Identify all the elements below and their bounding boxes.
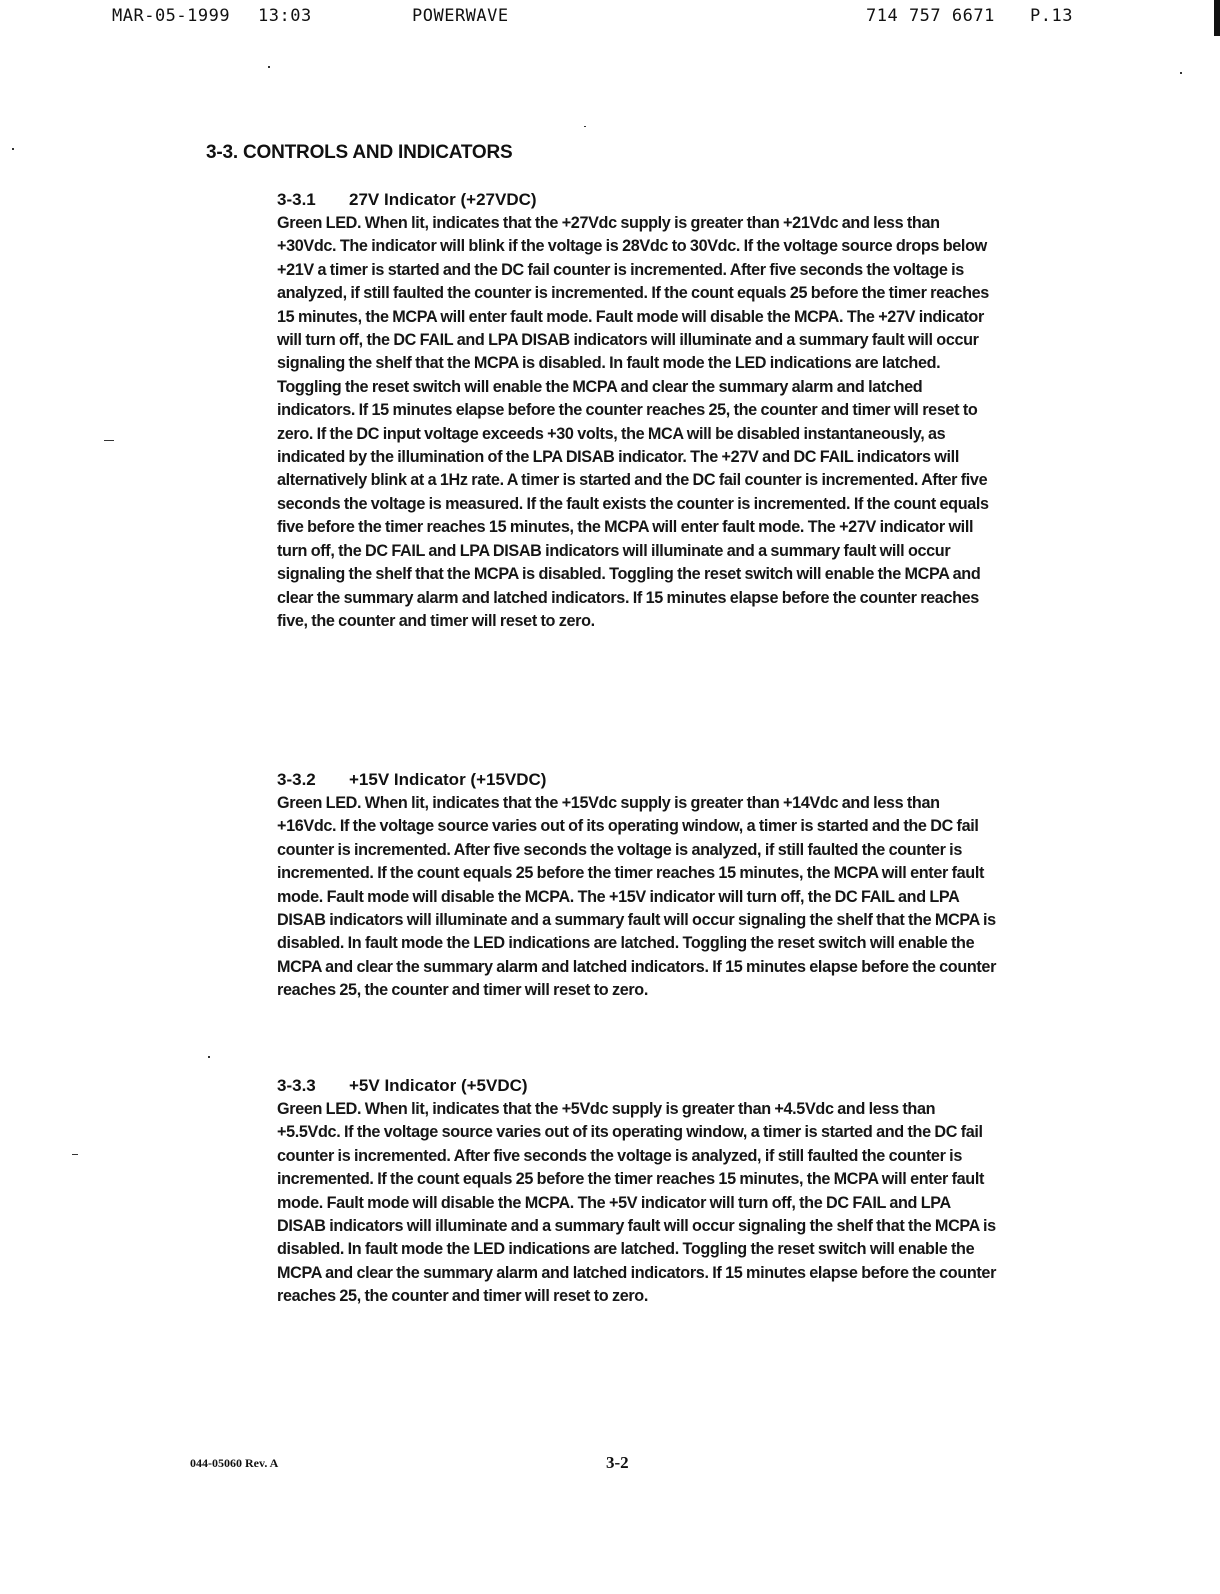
scan-speck [72,1154,78,1155]
section-heading [277,190,1002,210]
fax-time: 13:03 [258,6,312,26]
section-heading [277,1076,1002,1096]
fax-header [0,6,1220,28]
section-body: Green LED. When lit, indicates that the +5Vdc supply is greater than +4.5Vdc and less than +5.5Vdc. If the voltage source varies out of its operating window, a timer is started and the DC fail counter is incremented. After five seconds the voltage is analyzed, if still faulted the counter is incremented. If the count equals 25 before the timer reaches 15 minutes, the MCPA will enter fault mode. Fault mode will disable the MCPA. The +5V indicator will turn off, the DC FAIL and LPA DISAB indicators will illuminate and a summary fault will occur signaling the shelf that the MCPA is disabled. In fault mode the LED indications are latched. Toggling the reset switch will enable the MCPA and clear the summary alarm and latched indicators. If 15 minutes elapse before the counter reaches 25, the counter and timer will reset to zero. [277,1100,997,1306]
section-number: 3-3.1 [277,190,316,209]
scan-speck [268,66,270,68]
section-title: +15V Indicator (+15VDC) [349,770,547,789]
document-title: 3-3. CONTROLS AND INDICATORS [206,142,513,163]
footer-page-number: 3-2 [606,1453,629,1472]
section-27v-indicator [277,190,1002,633]
footer-document-number: 044-05060 Rev. A [190,1456,279,1470]
section-15v-indicator [277,770,1002,1003]
scan-speck [584,126,586,127]
section-5v-indicator [277,1076,1002,1309]
fax-page-number: P.13 [1030,6,1073,26]
scan-speck [104,440,114,441]
fax-sender: POWERWAVE [412,6,509,26]
section-body: Green LED. When lit, indicates that the +27Vdc supply is greater than +21Vdc and less than +30Vdc. The indicator will blink if the voltage is 28Vdc to 30Vdc. If the voltage source drops below +21V a timer is started and the DC fail counter is incremented. After five seconds the voltage is analyzed, if still faulted the counter is incremented. If the count equals 25 before the timer reaches 15 minutes, the MCPA will enter fault mode. Fault mode will disable the MCPA. The +27V indicator will turn off, the DC FAIL and LPA DISAB indicators will illuminate and a summary fault will occur signaling the shelf that the MCPA is disabled. In fault mode the LED indications are latched. Toggling the reset switch will enable the MCPA and clear the summary alarm and latched indicators. If 15 minutes elapse before the counter reaches 25, the counter and timer will reset to zero. If the DC input voltage exceeds +30 volts, the MCA will be disabled instantaneously, as indicated by the illumination of the LPA DISAB indicator. The +27V and DC FAIL indicators will alternatively blink at a 1Hz rate. A timer is started and the DC fail counter is incremented. After five seconds the voltage is measured. If the fault exists the counter is incremented. If the count equals five before the timer reaches 15 minutes, the MCPA will enter fault mode. The +27V indicator will turn off, the DC FAIL and LPA DISAB indicators will illuminate and a summary fault will occur signaling the shelf that the MCPA is disabled. Toggling the reset switch will enable the MCPA and clear the summary alarm and latched indicators. If 15 minutes elapse before the counter reaches five, the counter and timer will reset to zero. [277,214,989,630]
fax-phone-number: 714 757 6671 [866,6,995,26]
scan-edge-mark [1214,0,1220,36]
section-body: Green LED. When lit, indicates that the +15Vdc supply is greater than +14Vdc and less than +16Vdc. If the voltage source varies out of its operating window, a timer is started and the DC fail counter is incremented. After five seconds the voltage is analyzed, if still faulted the counter is incremented. If the count equals 25 before the timer reaches 15 minutes, the MCPA will enter fault mode. Fault mode will disable the MCPA. The +15V indicator will turn off, the DC FAIL and LPA DISAB indicators will illuminate and a summary fault will occur signaling the shelf that the MCPA is disabled. In fault mode the LED indications are latched. Toggling the reset switch will enable the MCPA and clear the summary alarm and latched indicators. If 15 minutes elapse before the counter reaches 25, the counter and timer will reset to zero. [277,794,997,1000]
fax-date: MAR-05-1999 [112,6,231,26]
scan-speck [208,1056,210,1058]
section-number: 3-3.2 [277,770,316,789]
section-number: 3-3.3 [277,1076,316,1095]
scan-speck [1180,72,1182,74]
scan-speck [12,148,14,150]
section-heading [277,770,1002,790]
section-title: +5V Indicator (+5VDC) [349,1076,528,1095]
section-title: 27V Indicator (+27VDC) [349,190,537,209]
